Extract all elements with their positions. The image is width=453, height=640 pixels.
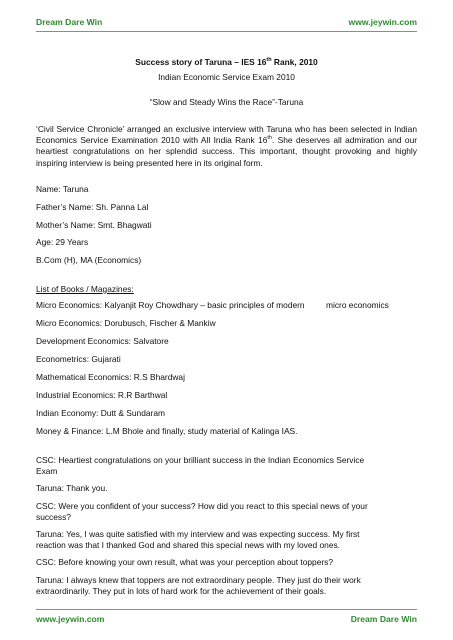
profile-education: B.Com (H), MA (Economics) [36,255,142,265]
document-title: Success story of Taruna – IES 16th Rank, 2010 [135,57,318,67]
page-footer [36,614,417,624]
book-item: Industrial Economics: R.R Barthwal [36,390,168,400]
interview-question: CSC: Heartiest congratulations on your brilliant success in the Indian Economics Service [36,455,365,465]
interview-answer: Taruna: Yes, I was quite satisfied with my interview and was expecting success. My first [36,529,360,539]
header-tagline: Dream Dare Win [36,17,103,27]
profile-name: Name: Taruna [36,184,89,194]
book-item: Micro Economics: Kalyanjit Roy Chowdhary – basic principles of modern micro economics [36,300,389,310]
interview-question: CSC: Were you confident of your success? How did you react to this special news of your [36,501,368,511]
footer-divider [36,609,417,610]
interview-answer: extraordinarily. They put in lots of hard work for the achievement of their goals. [36,586,327,596]
footer-website: www.jeywin.com [36,614,105,624]
interview-question: Exam [36,466,58,476]
interview-answer: reaction was that I thanked God and shared this special news with my loved ones. [36,540,340,550]
book-item: Indian Economy: Dutt & Sundaram [36,408,165,418]
books-heading: List of Books / Magazines: [36,284,134,294]
interview-question: CSC: Before knowing your own result, what was your perception about toppers? [36,557,334,567]
book-item: Micro Economics: Dorubusch, Fischer & Mankiw [36,318,216,328]
interview-answer: Taruna: I always knew that toppers are not extraordinary people. They just do their work [36,575,361,585]
page-header [36,17,417,27]
book-item: Econometrics: Gujarati [36,354,121,364]
profile-mother: Mother’s Name: Smt. Bhagwati [36,220,152,230]
interview-question: success? [36,512,71,522]
book-item: Development Economics: Salvatore [36,336,169,346]
header-website: www.jeywin.com [348,17,417,27]
profile-age: Age: 29 Years [36,237,89,247]
book-item: Money & Finance: L.M Bhole and finally, study material of Kalinga IAS. [36,426,298,436]
document-subtitle: Indian Economic Service Exam 2010 [158,72,295,82]
document-quote: “Slow and Steady Wins the Race”-Taruna [149,97,304,107]
intro-paragraph: ‘Civil Service Chronicle’ arranged an exclusive interview with Taruna who has been selected in Indian Economics Service Examination 2010 with All India Rank 16th. She deserves all admiration and our heartiest congratulations on her splendid success. This important, thought provoking and highly inspiring interview is being presented here in its original form. [36,124,418,168]
book-item: Mathematical Economics: R.S Bhardwaj [36,372,185,382]
interview-answer: Taruna: Thank you. [36,483,108,493]
footer-tagline: Dream Dare Win [350,614,417,624]
header-divider [36,31,417,32]
profile-father: Father’s Name: Sh. Panna Lal [36,202,149,212]
